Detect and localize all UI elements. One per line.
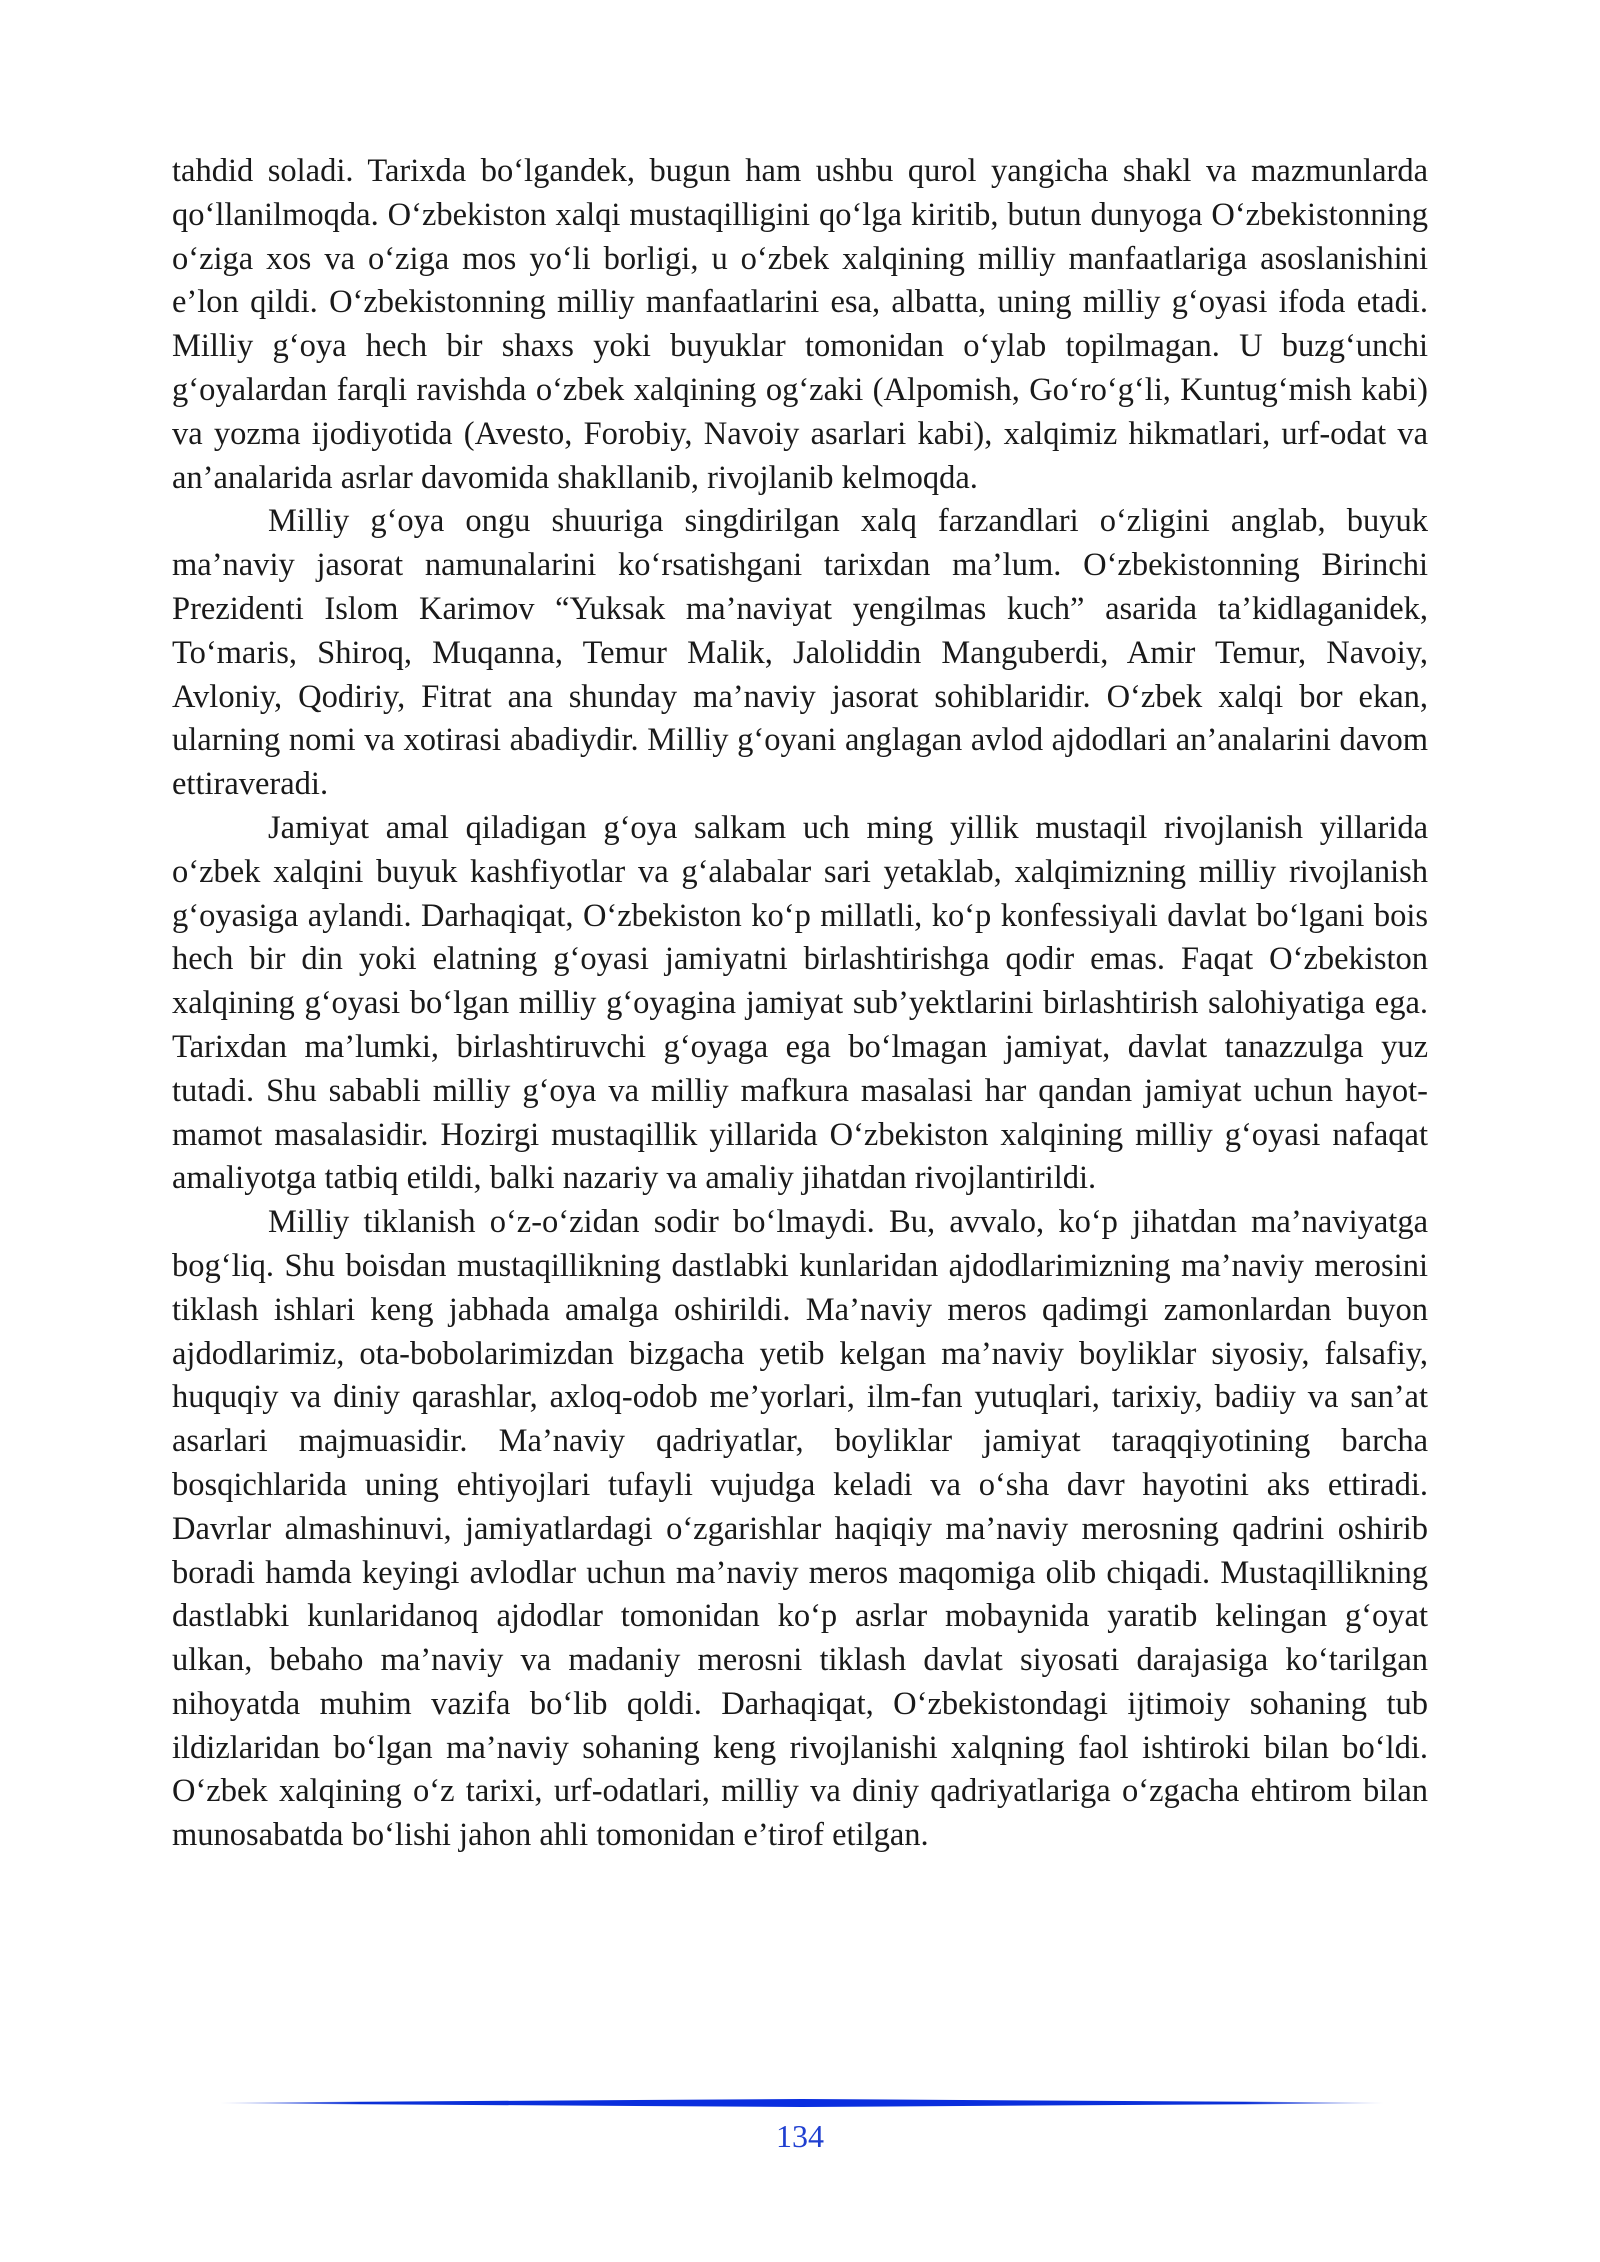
paragraph-1: tahdid soladi. Tarixda bo‘lgandek, bugun ham ushbu qurol yangicha shakl va mazmunlarda qo‘llanilmoqda. O‘zbekiston xalqi mustaqilligini qo‘lga kiritib, butun dunyoga O‘zbekistonning o‘ziga xos va o‘ziga mos yo‘li borligi, u o‘zbek xalqining milliy manfaatlariga asoslanishini e’lon qildi. O‘zbekistonning milliy manfaatlarini esa, albatta, uning milliy g‘oyasi ifoda etadi. Milliy g‘oya hech bir shaxs yoki buyuklar tomonidan o‘ylab topilmagan. U buzg‘unchi g‘oyalardan farqli ravishda o‘zbek xalqining og‘zaki (Alpomish, Go‘ro‘g‘li, Kuntug‘mish kabi) va yozma ijodiyotida (Avesto, Forobiy, Navoiy asarlari kabi), xalqimiz hikmatlari, urf-odat va an’analarida asrlar davomida shakllanib, rivojlanib kelmoqda.	[172, 153, 1428, 496]
footer-divider	[220, 2099, 1384, 2107]
page-number: 134	[776, 2118, 824, 2154]
paragraph-4: Milliy tiklanish o‘z-o‘zidan sodir bo‘lmaydi. Bu, avvalo, ko‘p jihatdan ma’naviyatga bog‘liq. Shu boisdan mustaqillikning dastlabki kunlaridan ajdodlarimizning ma’naviy merosini tiklash ishlari keng jabhada amalga oshirildi. Ma’naviy meros qadimgi zamonlardan buyon ajdodlarimiz, ota-bobolarimizdan bizgacha yetib kelgan ma’naviy boyliklar siyosiy, falsafiy, huquqiy va diniy qarashlar, axloq-odob me’yorlari, ilm-fan yutuqlari, tarixiy, badiiy va san’at asarlari majmuasidir. Ma’naviy qadriyatlar, boyliklar jamiyat taraqqiyotining barcha bosqichlarida uning ehtiyojlari tufayli vujudga keladi va o‘sha davr hayotini aks ettiradi. Davrlar almashinuvi, jamiyatlardagi o‘zgarishlar haqiqiy ma’naviy merosning qadrini oshirib boradi hamda keyingi avlodlar uchun ma’naviy meros maqomiga olib chiqadi. Mustaqillikning dastlabki kunlaridanoq ajdodlar tomonidan ko‘p asrlar mobaynida yaratib kelingan g‘oyat ulkan, bebaho ma’naviy va madaniy merosni tiklash davlat siyosati darajasiga ko‘tarilgan nihoyatda muhim vazifa bo‘lib qoldi. Darhaqiqat, O‘zbekistondagi ijtimoiy sohaning tub ildizlaridan bo‘lgan ma’naviy sohaning keng rivojlanishi xalqning faol ishtiroki bilan bo‘ldi. O‘zbek xalqining o‘z tarixi, urf-odatlari, milliy va diniy qadriyatlariga o‘zgacha ehtirom bilan munosabatda bo‘lishi jahon ahli tomonidan e’tirof etilgan.	[172, 1204, 1428, 1854]
paragraph-2: Milliy g‘oya ongu shuuriga singdirilgan xalq farzandlari o‘zligini anglab, buyuk ma’naviy jasorat namunalarini ko‘rsatishgani tarixdan ma’lum. O‘zbekistonning Birinchi Prezidenti Islom Karimov “Yuksak ma’naviyat yengilmas kuch” asarida ta’kidlaganidek, To‘maris, Shiroq, Muqanna, Temur Malik, Jaloliddin Manguberdi, Amir Temur, Navoiy, Avloniy, Qodiriy, Fitrat ana shunday ma’naviy jasorat sohiblaridir. O‘zbek xalqi bor ekan, ularning nomi va xotirasi abadiydir. Milliy g‘oyani anglagan avlod ajdodlari an’analarini davom ettiraveradi.	[172, 503, 1428, 803]
body-text	[172, 150, 1428, 1858]
paragraph-3: Jamiyat amal qiladigan g‘oya salkam uch ming yillik mustaqil rivojlanish yillarida o‘zbek xalqini buyuk kashfiyotlar va g‘alabalar sari yetaklab, xalqimizning milliy rivojlanish g‘oyasiga aylandi. Darhaqiqat, O‘zbekiston ko‘p millatli, ko‘p konfessiyali davlat bo‘lgani bois hech bir din yoki elatning g‘oyasi jamiyatni birlashtirishga qodir emas. Faqat O‘zbekiston xalqining g‘oyasi bo‘lgan milliy g‘oyagina jamiyat sub’yektlarini birlashtirish salohiyatiga ega. Tarixdan ma’lumki, birlashtiruvchi g‘oyaga ega bo‘lmagan jamiyat, davlat tanazzulga yuz tutadi. Shu sababli milliy g‘oya va milliy mafkura masalasi har qandan jamiyat uchun hayot-mamot masalasidir. Hozirgi mustaqillik yillarida O‘zbekiston xalqining milliy g‘oyasi nafaqat amaliyotga tatbiq etildi, balki nazariy va amaliy jihatdan rivojlantirildi.	[172, 809, 1428, 1197]
